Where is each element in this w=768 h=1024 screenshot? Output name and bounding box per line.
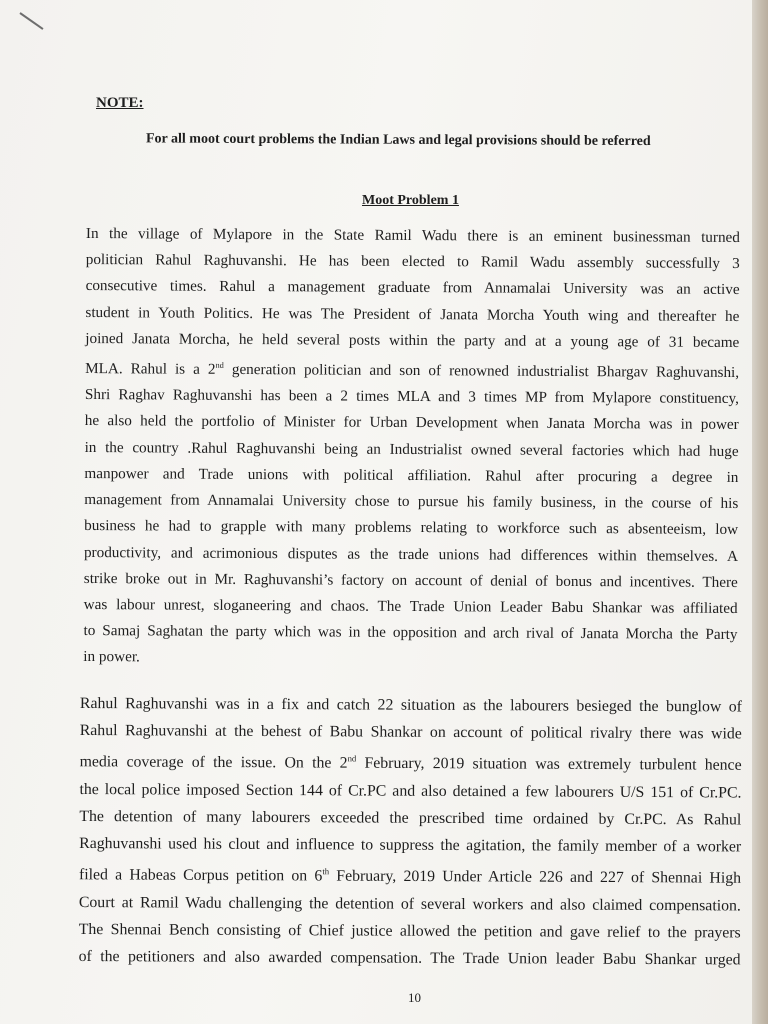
text-line: business he had to grapple with many problems relating to workforce such as absenteeism, low <box>84 517 739 539</box>
text-line: media coverage of the issue. On the 2nd February, 2019 situation was extremely turbulent hence <box>79 753 742 775</box>
problem-title: Moot Problem 1 <box>362 193 459 208</box>
note-heading: NOTE: <box>96 95 144 111</box>
paragraph-1 <box>83 221 740 675</box>
text-line: In the village of Mylapore in the State Ramil Wadu there is an eminent businessman turned <box>85 224 740 246</box>
text-line: Raghuvanshi used his clout and influence to suppress the agitation, the family member of a worker <box>79 835 742 856</box>
text-line: management from Annamalai University chose to pursue his family business, in the course of his <box>84 491 739 513</box>
text-line: was labour unrest, sloganeering and chaos. The Trade Union Leader Babu Shankar was affiliated <box>83 595 738 617</box>
text-line: Rahul Raghuvanshi was in a fix and catch 22 situation as the labourers besieged the bunglow of <box>79 694 742 716</box>
text-line: the local police imposed Section 144 of Cr.PC and also detained a few labourers U/S 151 of Cr.PC. <box>79 780 742 802</box>
page-number: 10 <box>408 990 421 1005</box>
text-line: he also held the portfolio of Minister for Urban Development when Janata Morcha was in power <box>84 412 739 434</box>
text-line: Shri Raghav Raghuvanshi has been a 2 times MLA and 3 times MP from Mylapore constituency, <box>84 386 739 408</box>
text-line: in the country .Rahul Raghuvanshi being an Industrialist owned several factories which had huge <box>84 438 739 460</box>
text-line: in power. <box>83 648 140 666</box>
text-line: MLA. Rahul is a 2nd generation politician and son of renowned industrialist Bhargav Raghuvanshi, <box>85 360 740 382</box>
text-line: consecutive times. Rahul a management graduate from Annamalai University was an active <box>85 277 740 299</box>
text-line: Rahul Raghuvanshi at the behest of Babu Shankar on account of political rivalry there was wide <box>79 722 742 743</box>
note-text: For all moot court problems the Indian Laws and legal provisions should be referred <box>145 131 651 150</box>
page-edge-shadow <box>752 0 768 1024</box>
text-line: of the petitioners and also awarded compensation. The Trade Union leader Babu Shankar urged <box>78 948 741 969</box>
text-line: student in Youth Politics. He was The President of Janata Morcha Youth wing and thereafter he <box>85 303 740 325</box>
text-line: manpower and Trade unions with political affiliation. Rahul after procuring a degree in <box>84 464 739 486</box>
corner-scan-mark <box>19 12 43 30</box>
text-line: The Shennai Bench consisting of Chief justice allowed the petition and gave relief to the prayers <box>78 921 741 942</box>
paragraph-2 <box>79 690 742 974</box>
text-line: Court at Ramil Wadu challenging the detention of several workers and also claimed compensation. <box>78 893 741 915</box>
text-line: strike broke out in Mr. Raghuvanshi’s factory on account of denial of bonus and incentives. There <box>83 569 738 591</box>
text-line: politician Rahul Raghuvanshi. He has been elected to Ramil Wadu assembly successfully 3 <box>85 251 740 273</box>
text-line: joined Janata Morcha, he held several posts within the party and at a young age of 31 became <box>85 329 740 351</box>
text-line: productivity, and acrimonious disputes as the trade unions had differences within themselves. A <box>83 543 739 565</box>
text-line: to Samaj Saghatan the party which was in the opposition and arch rival of Janata Morcha the Party <box>83 622 738 644</box>
text-line: The detention of many labourers exceeded the prescribed time ordained by Cr.PC. As Rahul <box>79 808 742 829</box>
text-line: filed a Habeas Corpus petition on 6th February, 2019 Under Article 226 and 227 of Shennai High <box>78 866 742 888</box>
